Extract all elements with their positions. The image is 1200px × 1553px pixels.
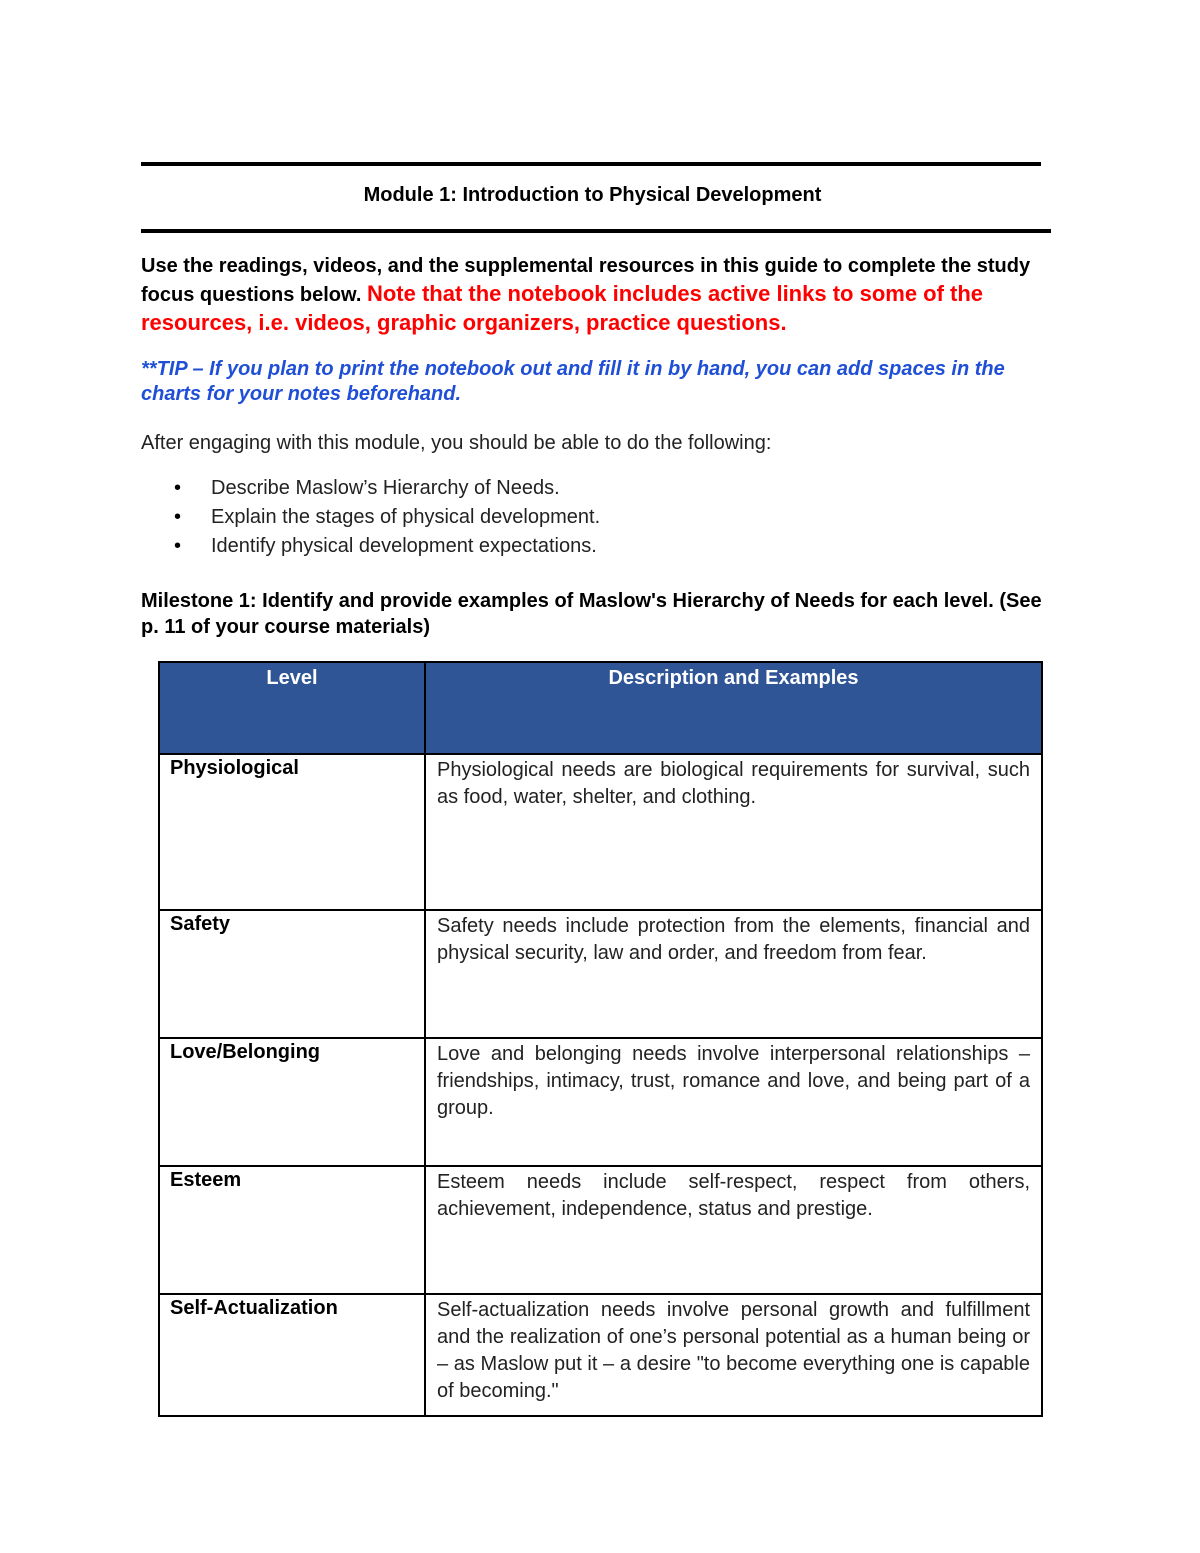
links-note: Note that the notebook includes active links to some of the resources, i.e. videos, graphic organizers, practice questions. [141, 281, 984, 335]
description-cell[interactable]: Safety needs include protection from the elements, financial and physical security, law and order, and freedom from fear. [425, 910, 1042, 1038]
bullet-icon: • [174, 477, 182, 499]
description-cell[interactable]: Physiological needs are biological requirements for survival, such as food, water, shelter, and clothing. [425, 754, 1042, 910]
level-cell: Self-Actualization [159, 1294, 425, 1416]
hierarchy-table [158, 661, 1043, 1417]
list-item [141, 532, 600, 561]
bullet-icon: • [174, 506, 182, 528]
bullet-icon: • [174, 535, 182, 557]
description-cell[interactable]: Self-actualization needs involve personal growth and fulfillment and the realization of one’s personal potential as a human being or – as Maslow put it – a desire "to become everything one is capable of becoming." [425, 1294, 1042, 1416]
page-title: Module 1: Introduction to Physical Development [363, 184, 822, 206]
objective-text: Describe Maslow’s Hierarchy of Needs. [211, 477, 560, 499]
level-cell: Esteem [159, 1166, 425, 1294]
top-divider [141, 162, 1041, 166]
description-cell[interactable]: Esteem needs include self-respect, respect from others, achievement, independence, status and prestige. [425, 1166, 1042, 1294]
objectives-list [141, 474, 600, 561]
description-cell[interactable]: Love and belonging needs involve interpersonal relationships – friendships, intimacy, trust, romance and love, and being part of a group. [425, 1038, 1042, 1166]
header-description: Description and Examples [425, 662, 1042, 754]
tip-paragraph: **TIP – If you plan to print the notebook out and fill it in by hand, you can add spaces in the charts for your notes beforehand. [141, 358, 1005, 405]
objectives-intro: After engaging with this module, you should be able to do the following: [141, 432, 772, 454]
level-cell: Love/Belonging [159, 1038, 425, 1166]
list-item [141, 474, 600, 503]
header-level: Level [159, 662, 425, 754]
level-cell: Safety [159, 910, 425, 1038]
table-row [159, 910, 1042, 1038]
milestone-heading: Milestone 1: Identify and provide examples of Maslow's Hierarchy of Needs for each level. (See p. 11 of your course materials) [141, 590, 1042, 638]
intro-paragraph [141, 253, 1046, 338]
table-row [159, 1166, 1042, 1294]
table-row [159, 754, 1042, 910]
level-cell: Physiological [159, 754, 425, 910]
table-row [159, 1294, 1042, 1416]
objective-text: Identify physical development expectations. [211, 535, 597, 557]
table-row [159, 1038, 1042, 1166]
objective-text: Explain the stages of physical development. [211, 506, 601, 528]
table-header-row [159, 662, 1042, 754]
intro-text: Use the readings, videos, and the supplemental resources in this guide to complete the study focus questions below. [141, 255, 1031, 306]
list-item [141, 503, 600, 532]
bottom-divider [141, 229, 1051, 233]
